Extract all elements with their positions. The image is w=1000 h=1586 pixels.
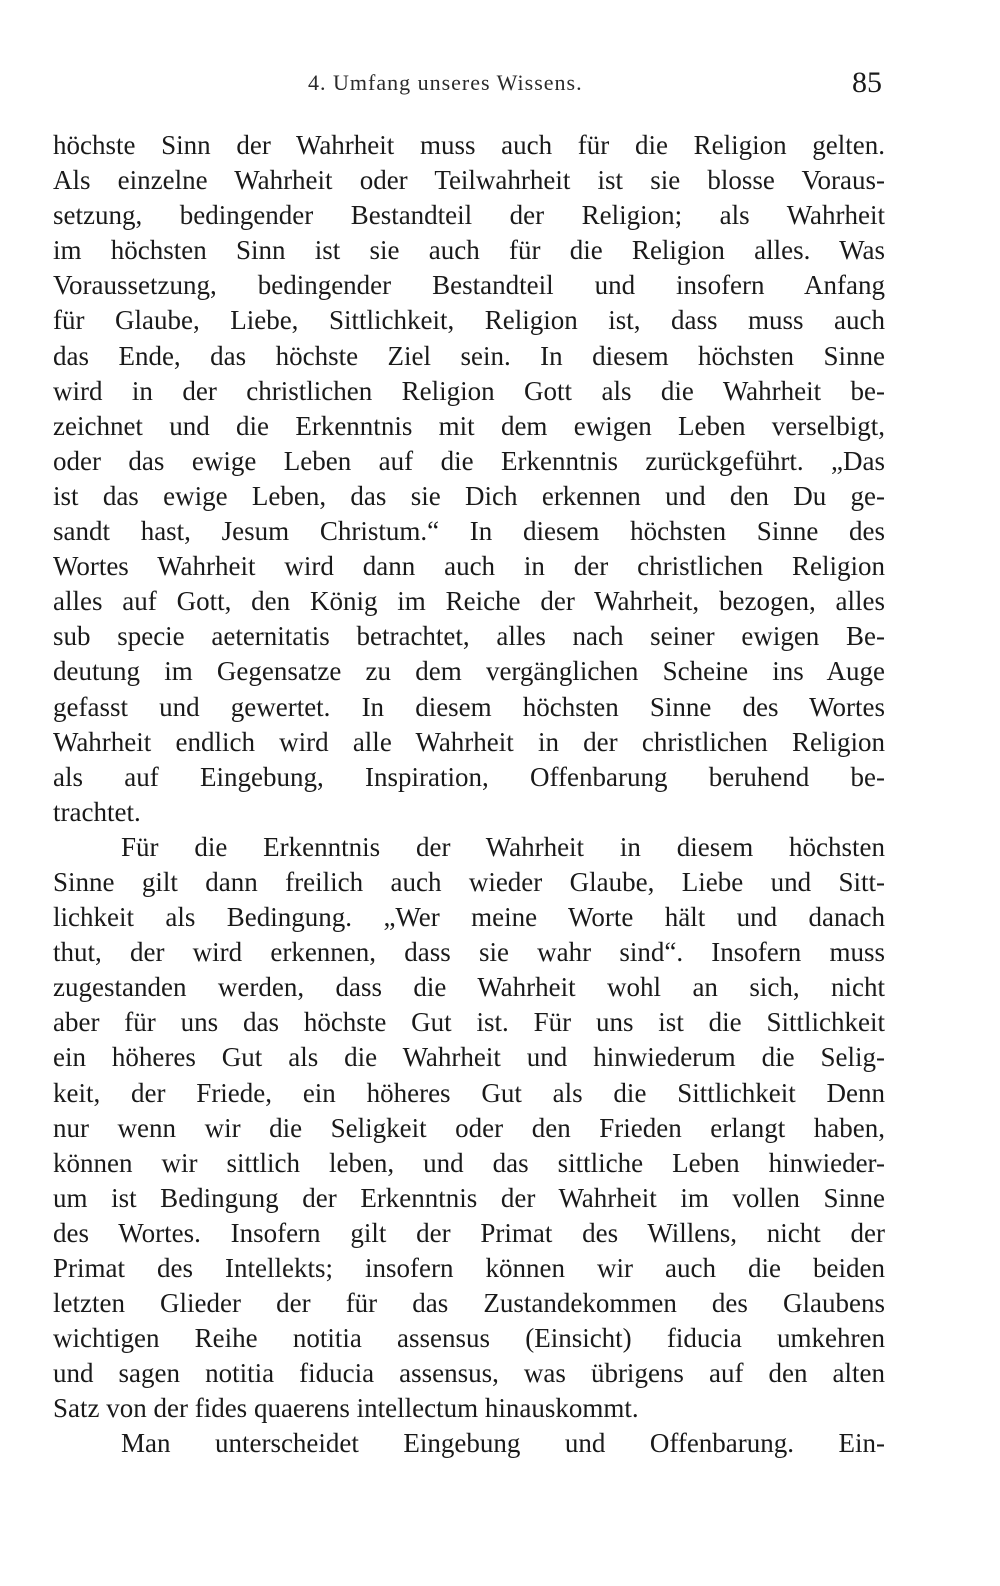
- text-line: zugestanden werden, dass die Wahrheit wohl an sich, nicht: [53, 972, 885, 1003]
- text-line: wird in der christlichen Religion Gott als die Wahrheit be-: [53, 375, 885, 406]
- text-line: des Wortes. Insofern gilt der Primat des Willens, nicht der: [53, 1217, 885, 1248]
- text-line: um ist Bedingung der Erkenntnis der Wahrheit im vollen Sinne: [53, 1182, 885, 1213]
- text-line: als auf Eingebung, Inspiration, Offenbarung beruhend be-: [53, 761, 885, 792]
- text-line: letzten Glieder der für das Zustandekommen des Glaubens: [53, 1288, 885, 1319]
- text-line: zeichnet und die Erkenntnis mit dem ewigen Leben verselbigt,: [53, 410, 885, 441]
- text-line: thut, der wird erkennen, dass sie wahr sind“. Insofern muss: [53, 937, 885, 968]
- text-line: setzung, bedingender Bestandteil der Religion; als Wahrheit: [53, 200, 885, 231]
- text-line: lichkeit als Bedingung. „Wer meine Worte hält und danach: [53, 902, 885, 933]
- text-line: alles auf Gott, den König im Reiche der Wahrheit, bezogen, alles: [53, 586, 885, 617]
- text-line: ist das ewige Leben, das sie Dich erkennen und den Du ge-: [53, 480, 885, 511]
- paragraph-first-line: Man unterscheidet Eingebung und Offenbarung. Ein-: [121, 1428, 885, 1459]
- text-line: Primat des Intellekts; insofern können wir auch die beiden: [53, 1253, 885, 1283]
- text-line: und sagen notitia fiducia assensus, was übrigens auf den alten: [53, 1358, 885, 1389]
- text-line: deutung im Gegensatze zu dem vergänglichen Scheine ins Auge: [53, 656, 885, 687]
- text-line: können wir sittlich leben, und das sittliche Leben hinwieder-: [53, 1147, 885, 1178]
- text-line: sandt hast, Jesum Christum.“ In diesem höchsten Sinne des: [53, 516, 885, 547]
- page-number: 85: [852, 66, 882, 99]
- text-line: im höchsten Sinn ist sie auch für die Religion alles. Was: [53, 235, 885, 266]
- text-line: höchste Sinn der Wahrheit muss auch für die Religion gelten.: [53, 130, 885, 160]
- text-line: das Ende, das höchste Ziel sein. In diesem höchsten Sinne: [53, 340, 885, 371]
- text-line: oder das ewige Leben auf die Erkenntnis zurückgeführt. „Das: [53, 445, 885, 476]
- text-line: gefasst und gewertet. In diesem höchsten Sinne des Wortes: [53, 691, 885, 722]
- text-line: ein höheres Gut als die Wahrheit und hinwiederum die Selig-: [53, 1042, 885, 1073]
- text-line: Als einzelne Wahrheit oder Teilwahrheit ist sie blosse Voraus-: [53, 165, 885, 196]
- text-line: Wortes Wahrheit wird dann auch in der christlichen Religion: [53, 551, 885, 582]
- running-head: [0, 62, 1000, 112]
- text-line: wichtigen Reihe notitia assensus (Einsicht) fiducia umkehren: [53, 1323, 885, 1354]
- paragraph-first-line: Für die Erkenntnis der Wahrheit in diesem höchsten: [121, 831, 885, 862]
- text-line: sub specie aeternitatis betrachtet, alles nach seiner ewigen Be-: [53, 621, 885, 652]
- text-line: aber für uns das höchste Gut ist. Für uns ist die Sittlichkeit: [53, 1007, 885, 1038]
- body-text: [53, 128, 885, 1462]
- text-line: für Glaube, Liebe, Sittlichkeit, Religion ist, dass muss auch: [53, 305, 885, 336]
- text-line: nur wenn wir die Seligkeit oder den Frieden erlangt haben,: [53, 1112, 885, 1143]
- paragraph-end-line: trachtet.: [53, 796, 141, 827]
- running-title: 4. Umfang unseres Wissens.: [308, 70, 583, 95]
- text-line: Sinne gilt dann freilich auch wieder Glaube, Liebe und Sitt-: [53, 866, 885, 897]
- text-line: Wahrheit endlich wird alle Wahrheit in der christlichen Religion: [53, 726, 885, 757]
- text-line: keit, der Friede, ein höheres Gut als die Sittlichkeit Denn: [53, 1077, 885, 1108]
- text-line: Voraussetzung, bedingender Bestandteil und insofern Anfang: [53, 270, 885, 301]
- paragraph-end-line: Satz von der fides quaerens intellectum hinauskommt.: [53, 1393, 639, 1424]
